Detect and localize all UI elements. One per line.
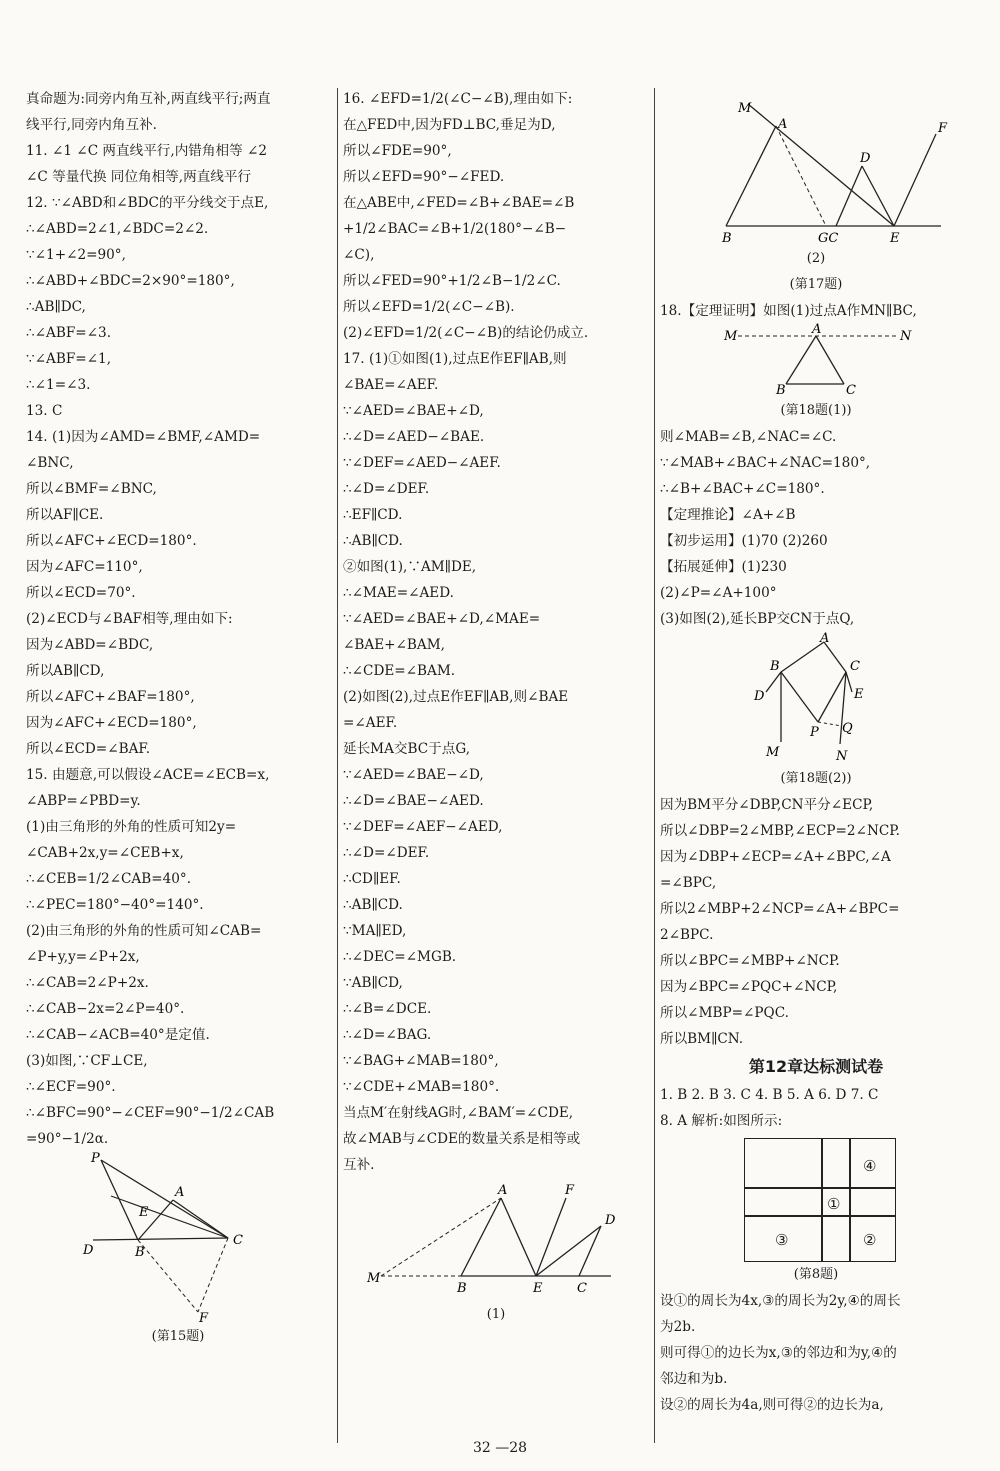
answer-line: 所以∠BPC=∠MBP+∠NCP. xyxy=(660,953,840,969)
answer-line: 因为∠ABD=∠BDC, xyxy=(26,637,154,653)
answer-line: ∵∠DEF=∠AEF−∠AED, xyxy=(343,819,503,835)
answer-line: 设②的周长为4a,则可得②的边长为a, xyxy=(660,1397,884,1413)
answer-line: 所以∠EFD=90°−∠FED. xyxy=(343,169,505,185)
answer-line: ∴∠1=∠3. xyxy=(26,377,91,393)
answer-line: =90°−1/2α. xyxy=(26,1131,109,1147)
answer-line: 12. ∵∠ABD和∠BDC的平分线交于点E, xyxy=(26,195,269,211)
svg-text:M: M xyxy=(367,1271,381,1286)
answer-line: 8. A 解析:如图所示: xyxy=(660,1113,783,1129)
answer-line: 17. (1)①如图(1),过点E作EF∥AB,则 xyxy=(343,351,567,367)
svg-text:A: A xyxy=(778,117,788,132)
answer-line: 设①的周长为4x,③的周长为2y,④的周长 xyxy=(660,1293,901,1309)
svg-text:GC: GC xyxy=(818,231,839,246)
answer-line: 【初步运用】(1)70 (2)260 xyxy=(660,533,828,549)
answer-line: ∵MA∥ED, xyxy=(343,923,407,939)
answer-line: 【拓展延伸】(1)230 xyxy=(660,559,787,575)
answer-line: 因为∠BPC=∠PQC+∠NCP, xyxy=(660,979,838,995)
answer-line: ∵∠AED=∠BAE−∠D, xyxy=(343,767,484,783)
answer-line: 11. ∠1 ∠C 两直线平行,内错角相等 ∠2 xyxy=(26,143,268,159)
answer-line: 14. (1)因为∠AMD=∠BMF,∠AMD= xyxy=(26,429,261,445)
answer-line: 真命题为:同旁内角互补,两直线平行;两直 xyxy=(26,91,271,107)
svg-text:A: A xyxy=(498,1183,508,1198)
answer-line: ∠BNC, xyxy=(26,455,74,471)
svg-text:M: M xyxy=(724,329,738,344)
column-divider xyxy=(337,88,338,1443)
answer-line: =∠AEF. xyxy=(343,715,398,731)
column-3 xyxy=(660,92,972,1418)
answer-line: ∠P+y,y=∠P+2x, xyxy=(26,949,140,965)
svg-text:B: B xyxy=(722,231,732,246)
answer-line: (2)如图(2),过点E作EF∥AB,则∠BAE xyxy=(343,689,569,705)
answer-line: 当点M′在射线AG时,∠BAM′=∠CDE, xyxy=(343,1105,574,1121)
answer-line: 所以∠DBP=2∠MBP,∠ECP=2∠NCP. xyxy=(660,823,900,839)
answer-line: 13. C xyxy=(26,403,63,419)
answer-line: 因为∠AFC=110°, xyxy=(26,559,143,575)
answer-line: 在△ABE中,∠FED=∠B+∠BAE=∠B xyxy=(343,195,575,211)
svg-text:F: F xyxy=(199,1311,209,1326)
svg-text:C: C xyxy=(850,659,860,674)
answer-line: ∴∠CAB−2x=2∠P=40°. xyxy=(26,1001,185,1017)
grid-label-4: ④ xyxy=(863,1157,877,1175)
answer-lines xyxy=(660,1288,972,1418)
svg-text:B: B xyxy=(770,659,780,674)
figure-8-grid xyxy=(744,1138,896,1262)
svg-text:C: C xyxy=(846,383,856,398)
svg-text:P: P xyxy=(810,725,819,740)
answer-line: ∠BAE+∠BAM, xyxy=(343,637,445,653)
answer-line: 所以∠EFD=1/2(∠C−∠B). xyxy=(343,299,515,315)
answer-line: ∴∠D=∠BAE−∠AED. xyxy=(343,793,484,809)
answer-line: ∴∠CDE=∠BAM. xyxy=(343,663,456,679)
answer-line: 所以∠ECD=∠BAF. xyxy=(26,741,151,757)
grid-label-2: ② xyxy=(863,1231,877,1249)
answer-line: 所以∠ECD=70°. xyxy=(26,585,136,601)
svg-text:F: F xyxy=(565,1183,575,1198)
answer-lines xyxy=(660,1082,972,1134)
answer-line: ∴∠BFC=90°−∠CEF=90°−1/2∠CAB xyxy=(26,1105,275,1121)
answer-line: 15. 由题意,可以假设∠ACE=∠ECB=x, xyxy=(26,767,270,783)
answer-line: 则∠MAB=∠B,∠NAC=∠C. xyxy=(660,429,837,445)
answer-line: 所以∠AFC+∠BAF=180°, xyxy=(26,689,195,705)
answer-line: 所以BM∥CN. xyxy=(660,1031,744,1047)
column-1 xyxy=(26,86,330,1350)
answer-line: ∴AB∥DC, xyxy=(26,299,86,315)
answer-line: 【定理推论】∠A+∠B xyxy=(660,507,796,523)
svg-text:B: B xyxy=(135,1245,145,1260)
svg-text:M: M xyxy=(738,101,752,116)
answer-line: ∴∠D=∠BAG. xyxy=(343,1027,432,1043)
answer-line: ∴CD∥EF. xyxy=(343,871,401,887)
figure-15-caption: (第15题) xyxy=(151,1329,205,1344)
answer-line: 因为∠AFC+∠ECD=180°, xyxy=(26,715,197,731)
answer-lines xyxy=(660,298,972,324)
answer-line: 邻边和为b. xyxy=(660,1371,728,1387)
svg-text:N: N xyxy=(836,749,848,764)
answer-line: ∵∠MAB+∠BAC+∠NAC=180°, xyxy=(660,455,871,471)
answer-line: 因为∠DBP+∠ECP=∠A+∠BPC,∠A xyxy=(660,849,891,865)
svg-text:P: P xyxy=(91,1151,100,1166)
answer-line: 则可得①的边长为x,③的邻边和为y,④的 xyxy=(660,1345,897,1361)
svg-text:B: B xyxy=(457,1281,467,1296)
answer-line: 1. B 2. B 3. C 4. B 5. A 6. D 7. C xyxy=(660,1087,879,1103)
answer-line: ∴∠PEC=180°−40°=140°. xyxy=(26,897,204,913)
svg-text:M: M xyxy=(766,745,780,760)
answer-line: ②如图(1),∵AM∥DE, xyxy=(343,559,477,575)
answer-line: ∴∠CEB=1/2∠CAB=40°. xyxy=(26,871,192,887)
svg-text:E: E xyxy=(890,231,900,246)
grid-label-1: ① xyxy=(827,1195,841,1213)
answer-line: (1)由三角形的外角的性质可知2y= xyxy=(26,819,237,835)
figure-17-1-caption: (1) xyxy=(486,1307,506,1322)
answer-line: ∵∠AED=∠BAE+∠D, xyxy=(343,403,484,419)
answer-line: ∠ABP=∠PBD=y. xyxy=(26,793,141,809)
svg-text:A: A xyxy=(812,322,822,337)
answer-line: ∵∠BAG+∠MAB=180°, xyxy=(343,1053,499,1069)
answer-line: 因为BM平分∠DBP,CN平分∠ECP, xyxy=(660,797,874,813)
answer-line: ∴∠ABD=2∠1,∠BDC=2∠2. xyxy=(26,221,209,237)
answer-line: =∠BPC, xyxy=(660,875,717,891)
answer-line: (2)∠EFD=1/2(∠C−∠B)的结论仍成立. xyxy=(343,325,589,341)
answer-line: ∴∠ABF=∠3. xyxy=(26,325,112,341)
svg-text:B: B xyxy=(776,383,786,398)
svg-text:D: D xyxy=(860,151,871,166)
answer-line: (3)如图,∵CF⊥CE, xyxy=(26,1053,148,1069)
answer-line: 所以2∠MBP+2∠NCP=∠A+∠BPC= xyxy=(660,901,900,917)
figure-18-2-caption: (第18题(2)) xyxy=(780,771,852,786)
answer-line: 故∠MAB与∠CDE的数量关系是相等或 xyxy=(343,1131,581,1147)
figure-8-caption: (第8题) xyxy=(793,1267,839,1282)
svg-text:A: A xyxy=(820,631,830,646)
answer-line: 16. ∠EFD=1/2(∠C−∠B),理由如下: xyxy=(343,91,573,107)
figure-17-1 xyxy=(361,1180,631,1300)
svg-text:D: D xyxy=(754,689,765,704)
figure-17-2 xyxy=(686,94,946,244)
column-divider xyxy=(654,88,655,1443)
answer-line: 为2b. xyxy=(660,1319,696,1335)
answer-line: 所以∠FDE=90°, xyxy=(343,143,452,159)
answer-line: 所以∠BMF=∠BNC, xyxy=(26,481,157,497)
column-2 xyxy=(343,86,649,1328)
answer-line: ∵∠1+∠2=90°, xyxy=(26,247,126,263)
svg-text:N: N xyxy=(900,329,912,344)
answer-line: ∵AB∥CD, xyxy=(343,975,403,991)
answer-line: 互补. xyxy=(343,1157,375,1173)
answer-line: +1/2∠BAC=∠B+1/2(180°−∠B− xyxy=(343,221,567,237)
answer-lines xyxy=(343,86,649,1178)
answer-line: (2)∠ECD与∠BAF相等,理由如下: xyxy=(26,611,233,627)
svg-text:C: C xyxy=(577,1281,587,1296)
answer-line: 所以∠AFC+∠ECD=180°. xyxy=(26,533,197,549)
answer-line: ∴∠MAE=∠AED. xyxy=(343,585,454,601)
answer-line: 所以AB∥CD, xyxy=(26,663,105,679)
answer-line: ∴∠ECF=90°. xyxy=(26,1079,116,1095)
svg-text:F: F xyxy=(938,121,948,136)
answer-line: ∠CAB+2x,y=∠CEB+x, xyxy=(26,845,184,861)
answer-line: ∵∠AED=∠BAE+∠D,∠MAE= xyxy=(343,611,541,627)
figure-15 xyxy=(83,1151,273,1326)
answer-line: 延长MA交BC于点G, xyxy=(343,741,471,757)
answer-line: 所以∠FED=90°+1/2∠B−1/2∠C. xyxy=(343,273,561,289)
answer-line: ∴AB∥CD. xyxy=(343,897,403,913)
svg-text:E: E xyxy=(139,1205,149,1220)
svg-text:D: D xyxy=(605,1213,616,1228)
svg-text:E: E xyxy=(533,1281,543,1296)
svg-text:Q: Q xyxy=(842,721,853,736)
answer-line: ∴∠D=∠DEF. xyxy=(343,845,430,861)
svg-text:C: C xyxy=(233,1233,243,1248)
svg-text:A: A xyxy=(175,1185,185,1200)
answer-line: ∵∠DEF=∠AED−∠AEF. xyxy=(343,455,501,471)
svg-text:D: D xyxy=(83,1243,94,1258)
page-number: 32 —28 xyxy=(472,1440,528,1456)
grid-label-3: ③ xyxy=(775,1231,789,1249)
answer-line: ∴∠D=∠DEF. xyxy=(343,481,430,497)
answer-line: (3)如图(2),延长BP交CN于点Q, xyxy=(660,611,855,627)
answer-line: ∵∠CDE+∠MAB=180°. xyxy=(343,1079,500,1095)
svg-text:E: E xyxy=(854,687,864,702)
answer-line: (2)由三角形的外角的性质可知∠CAB= xyxy=(26,923,262,939)
answer-lines xyxy=(26,86,330,1152)
answer-line: ∴∠B+∠BAC+∠C=180°. xyxy=(660,481,825,497)
answer-line: ∴∠CAB−∠ACB=40°是定值. xyxy=(26,1027,210,1043)
answer-line: ∴∠DEC=∠MGB. xyxy=(343,949,457,965)
answer-line: 所以∠MBP=∠PQC. xyxy=(660,1005,789,1021)
answer-lines xyxy=(660,792,972,1052)
figure-17-2-sublabel: (2) xyxy=(806,251,826,266)
figure-18-2 xyxy=(736,631,896,764)
answer-line: ∠BAE=∠AEF. xyxy=(343,377,439,393)
answer-line: 18.【定理证明】如图(1)过点A作MN∥BC, xyxy=(660,303,917,319)
figure-18-1 xyxy=(716,322,916,398)
answer-line: ∠C 等量代换 同位角相等,两直线平行 xyxy=(26,169,252,185)
figure-17-caption: (第17题) xyxy=(789,277,843,292)
answer-line: 所以AF∥CE. xyxy=(26,507,104,523)
answer-line: ∴AB∥CD. xyxy=(343,533,403,549)
answer-lines xyxy=(660,424,972,632)
figure-18-1-caption: (第18题(1)) xyxy=(780,403,852,418)
answer-line: 线平行,同旁内角互补. xyxy=(26,117,157,133)
answer-line: ∴∠D=∠AED−∠BAE. xyxy=(343,429,485,445)
answer-line: 在△FED中,因为FD⊥BC,垂足为D, xyxy=(343,117,556,133)
answer-line: ∴∠ABD+∠BDC=2×90°=180°, xyxy=(26,273,235,289)
answer-line: 2∠BPC. xyxy=(660,927,714,943)
answer-line: ∠C), xyxy=(343,247,375,263)
answer-line: (2)∠P=∠A+100° xyxy=(660,585,777,601)
answer-line: ∴∠CAB=2∠P+2x. xyxy=(26,975,149,991)
answer-line: ∴EF∥CD. xyxy=(343,507,403,523)
section-title: 第12章达标测试卷 xyxy=(748,1057,884,1076)
answer-line: ∴∠B=∠DCE. xyxy=(343,1001,432,1017)
answer-line: ∵∠ABF=∠1, xyxy=(26,351,112,367)
